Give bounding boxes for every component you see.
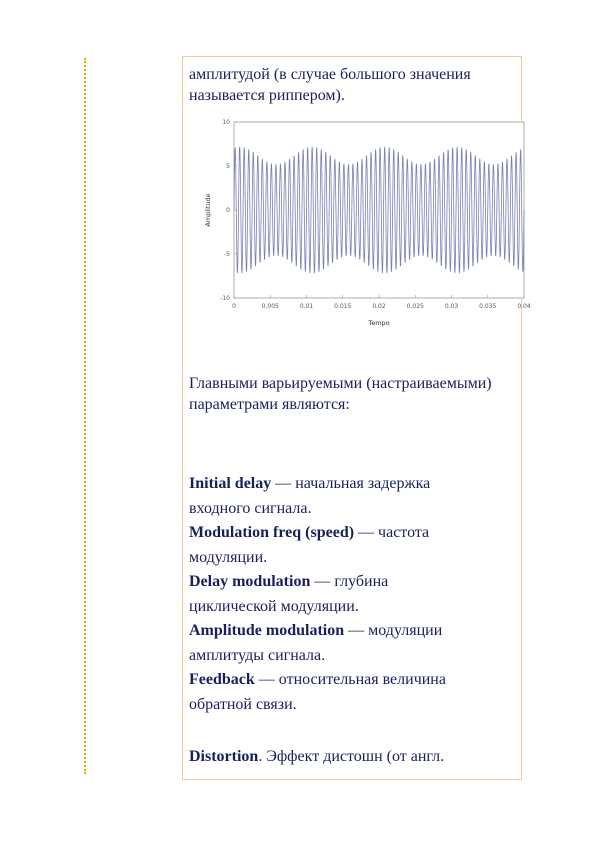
y-tick-label: 0 — [226, 207, 230, 214]
parameter-desc: начальная задержка — [295, 475, 431, 492]
parameter-term: Modulation freq (speed) — [189, 524, 355, 541]
parameter-desc-cont: обратной связи. — [189, 695, 297, 713]
parameter-dash: — — [354, 524, 379, 541]
y-tick-label: 10 — [222, 119, 230, 126]
x-tick-label: 0.03 — [444, 303, 459, 310]
x-tick-label: 0.02 — [372, 303, 386, 310]
x-tick-label: 0.04 — [517, 303, 531, 310]
parameter-dash: — — [344, 622, 369, 639]
distortion-term: Distortion — [189, 748, 259, 765]
y-tick-label: -10 — [220, 295, 230, 302]
parameter-desc-cont: входного сигнала. — [189, 499, 312, 517]
x-tick-label: 0.01 — [299, 303, 314, 310]
parameters-heading: Главными варьируемыми (настраиваемыми) параметрами являются: — [189, 375, 492, 413]
left-margin-rule — [84, 58, 86, 774]
x-axis-label: Tempo — [368, 319, 390, 327]
distortion-text: . Эффект дистошн (от англ. — [258, 748, 445, 765]
parameter-desc-cont: циклической модуляции. — [189, 597, 359, 615]
y-tick-label: 5 — [226, 163, 230, 170]
y-axis-label: Amplitude — [204, 193, 212, 227]
parameter-desc-cont: модуляции. — [189, 548, 268, 566]
parameter-term: Amplitude modulation — [189, 622, 345, 639]
y-tick-label: -5 — [224, 251, 230, 258]
parameter-desc: частота — [378, 524, 430, 541]
x-tick-label: 0 — [232, 303, 236, 310]
parameter-item — [189, 521, 519, 546]
waveform-chart — [198, 114, 536, 332]
parameter-dash: — — [310, 573, 335, 590]
parameter-item — [189, 619, 519, 644]
parameter-desc-cont: амплитуды сигнала. — [189, 646, 326, 664]
x-tick-label: 0.005 — [261, 303, 279, 310]
parameter-desc: модуляции — [368, 622, 443, 639]
parameter-term: Feedback — [189, 671, 255, 688]
parameter-item — [189, 570, 519, 595]
parameter-desc: относительная величина — [278, 671, 446, 688]
waveform-chart-svg — [198, 114, 536, 332]
parameter-term: Initial delay — [189, 475, 272, 492]
parameter-desc: глубина — [334, 573, 389, 590]
x-tick-label: 0.015 — [334, 303, 352, 310]
distortion-paragraph — [189, 746, 519, 767]
parameter-dash: — — [271, 475, 296, 492]
x-tick-label: 0.035 — [479, 303, 497, 310]
x-tick-label: 0.025 — [406, 303, 424, 310]
parameter-dash: — — [254, 671, 279, 688]
parameter-term: Delay modulation — [189, 573, 311, 590]
parameter-list — [189, 472, 519, 717]
parameter-item — [189, 472, 519, 497]
intro-paragraph: амплитудой (в случае большого значения называется риппером). — [189, 66, 471, 104]
parameter-item — [189, 668, 519, 693]
